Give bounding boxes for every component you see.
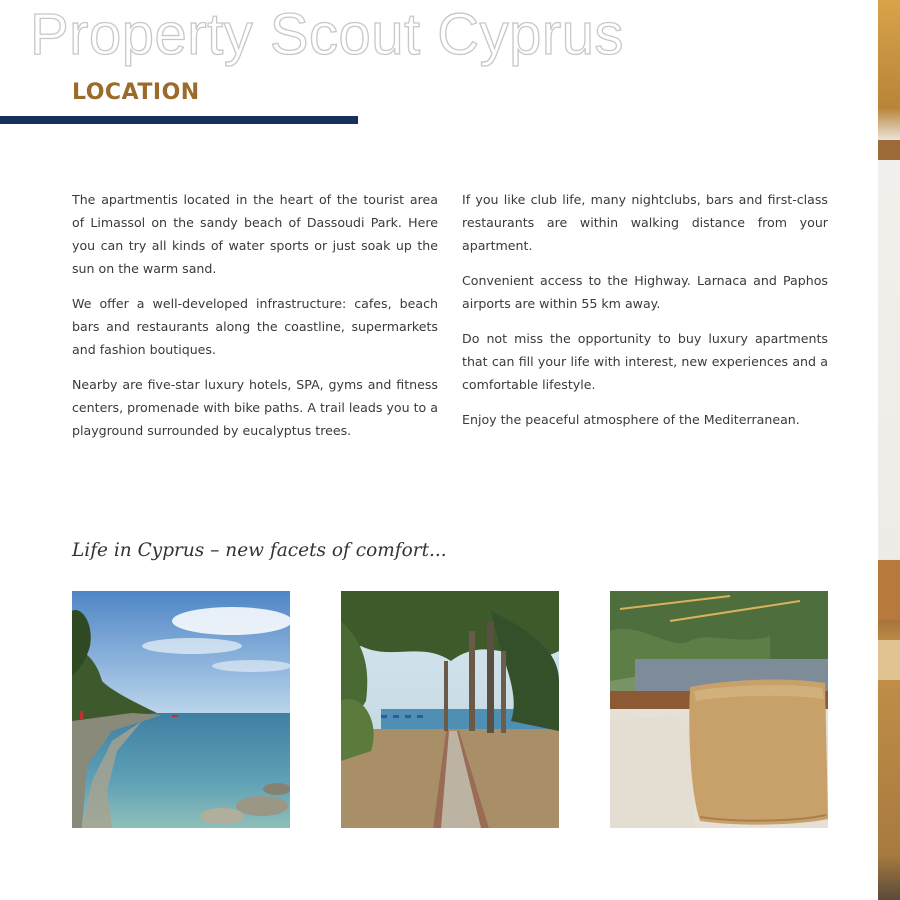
paragraph: The apartmentis located in the heart of the tourist area of Limassol on the sandy beach of Dassoudi Park. Here you can try all kinds of water sports or just soak up the sun on the warm sand. bbox=[72, 192, 438, 276]
heading-rule bbox=[0, 116, 358, 124]
text-column-right bbox=[462, 188, 828, 443]
lounge-sofa-photo bbox=[610, 591, 828, 828]
beach-coastline-photo bbox=[72, 591, 290, 828]
gallery-tagline: Life in Cyprus – new facets of comfort... bbox=[72, 540, 447, 561]
paragraph: If you like club life, many nightclubs, bars and first-class restaurants are within walking distance from your apartment. bbox=[462, 192, 828, 253]
section-heading: LOCATION bbox=[72, 80, 200, 105]
paragraph: Convenient access to the Highway. Larnaca and Paphos airports are within 55 km away. bbox=[462, 273, 828, 311]
text-column-left bbox=[72, 188, 438, 454]
paragraph: Do not miss the opportunity to buy luxury apartments that can fill your life with interest, new experiences and a comfortable lifestyle. bbox=[462, 331, 828, 392]
paragraph: We offer a well-developed infrastructure: cafes, beach bars and restaurants along the coastline, supermarkets and fashion boutiques. bbox=[72, 296, 438, 357]
paragraph: Enjoy the peaceful atmosphere of the Mediterranean. bbox=[462, 412, 800, 427]
adjacent-page-edge bbox=[878, 0, 900, 900]
eucalyptus-path-photo bbox=[341, 591, 559, 828]
paragraph: Nearby are five-star luxury hotels, SPA, gyms and fitness centers, promenade with bike paths. A trail leads you to a playground surrounded by eucalyptus trees. bbox=[72, 377, 438, 438]
brand-watermark: Property Scout Cyprus bbox=[30, 2, 624, 67]
